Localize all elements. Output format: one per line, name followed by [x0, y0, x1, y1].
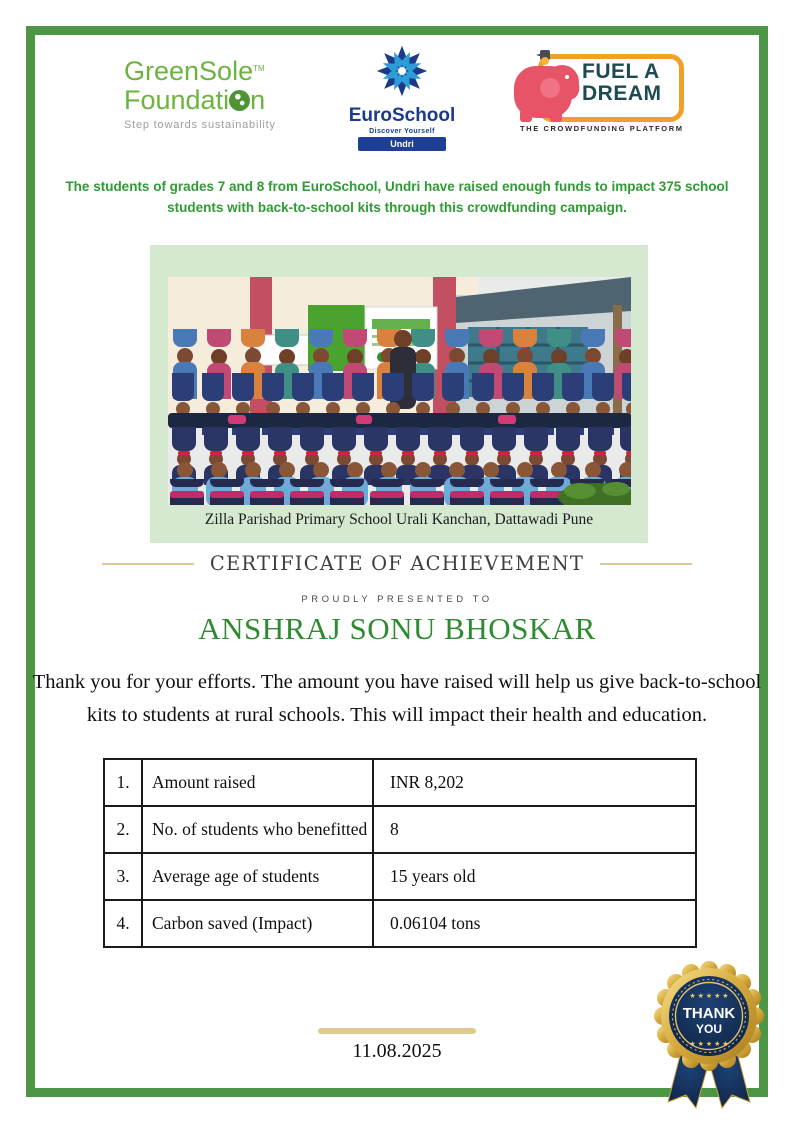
rosette-icon [644, 956, 774, 1114]
euroschool-campus: Undri [358, 137, 446, 151]
badge-line2: YOU [695, 1022, 723, 1036]
row-label: Amount raised [142, 759, 373, 806]
certificate-date: 11.08.2025 [352, 1040, 442, 1062]
row-label: Average age of students [142, 853, 373, 900]
elephant-icon [506, 48, 592, 128]
date-rule [318, 1028, 476, 1034]
greensole-logo [124, 54, 294, 131]
greensole-name [124, 54, 294, 86]
greensole-foundation: Foundati n [124, 85, 266, 115]
title-rule-left [102, 563, 194, 565]
photo-frame [150, 245, 648, 543]
fueladream-name: FUEL A DREAM [582, 60, 662, 105]
certificate-title-row [102, 552, 692, 575]
euroschool-tagline: Discover Yourself [369, 128, 435, 135]
school-photo-illustration [168, 277, 631, 505]
fueladream-logo [506, 48, 686, 138]
recipient-name: ANSHRAJ SONU BHOSKAR [198, 611, 596, 646]
footprint-icon [229, 90, 250, 111]
table-row [104, 759, 696, 806]
row-label: Carbon saved (Impact) [142, 900, 373, 947]
badge-stars-top: ★ ★ ★ ★ ★ [689, 993, 729, 1000]
row-value: INR 8,202 [373, 759, 696, 806]
row-number: 3. [104, 853, 142, 900]
campaign-headline: The students of grades 7 and 8 from EuroSchool, Undri have raised enough funds to impact 375 school students with back-to-school kits through this crowdfunding campaign. [65, 179, 729, 215]
row-number: 2. [104, 806, 142, 853]
table-row [104, 900, 696, 947]
row-number: 1. [104, 759, 142, 806]
thank-you-message: Thank you for your efforts. The amount you have raised will help us give back-to-school kits to students at rural schools. This will impact their health and education. [32, 671, 762, 726]
school-photo [168, 277, 631, 505]
impact-stats-table [103, 758, 697, 948]
badge-line1: THANK [682, 1005, 736, 1022]
thank-you-badge [644, 956, 774, 1114]
row-value: 15 years old [373, 853, 696, 900]
row-value: 0.06104 tons [373, 900, 696, 947]
row-label: No. of students who benefitted [142, 806, 373, 853]
presented-label: PROUDLY PRESENTED TO [301, 594, 493, 605]
trademark-symbol: TM [253, 64, 265, 73]
fueladream-tagline: THE CROWDFUNDING PLATFORM [520, 124, 684, 133]
table-row [104, 806, 696, 853]
euroschool-starburst-icon [375, 44, 429, 98]
greensole-tagline: Step towards sustainability [124, 119, 276, 131]
greensole-name-text: GreenSole [124, 56, 254, 86]
title-rule-right [600, 563, 692, 565]
table-row [104, 853, 696, 900]
row-number: 4. [104, 900, 142, 947]
badge-stars-bottom: ★ ★ ★ ★ ★ [689, 1041, 729, 1048]
photo-caption: Zilla Parishad Primary School Urali Kanchan, Dattawadi Pune [204, 511, 594, 528]
euroschool-logo [346, 44, 458, 151]
certificate-title: CERTIFICATE OF ACHIEVEMENT [209, 552, 585, 575]
euroschool-name: EuroSchool [348, 105, 456, 126]
row-value: 8 [373, 806, 696, 853]
